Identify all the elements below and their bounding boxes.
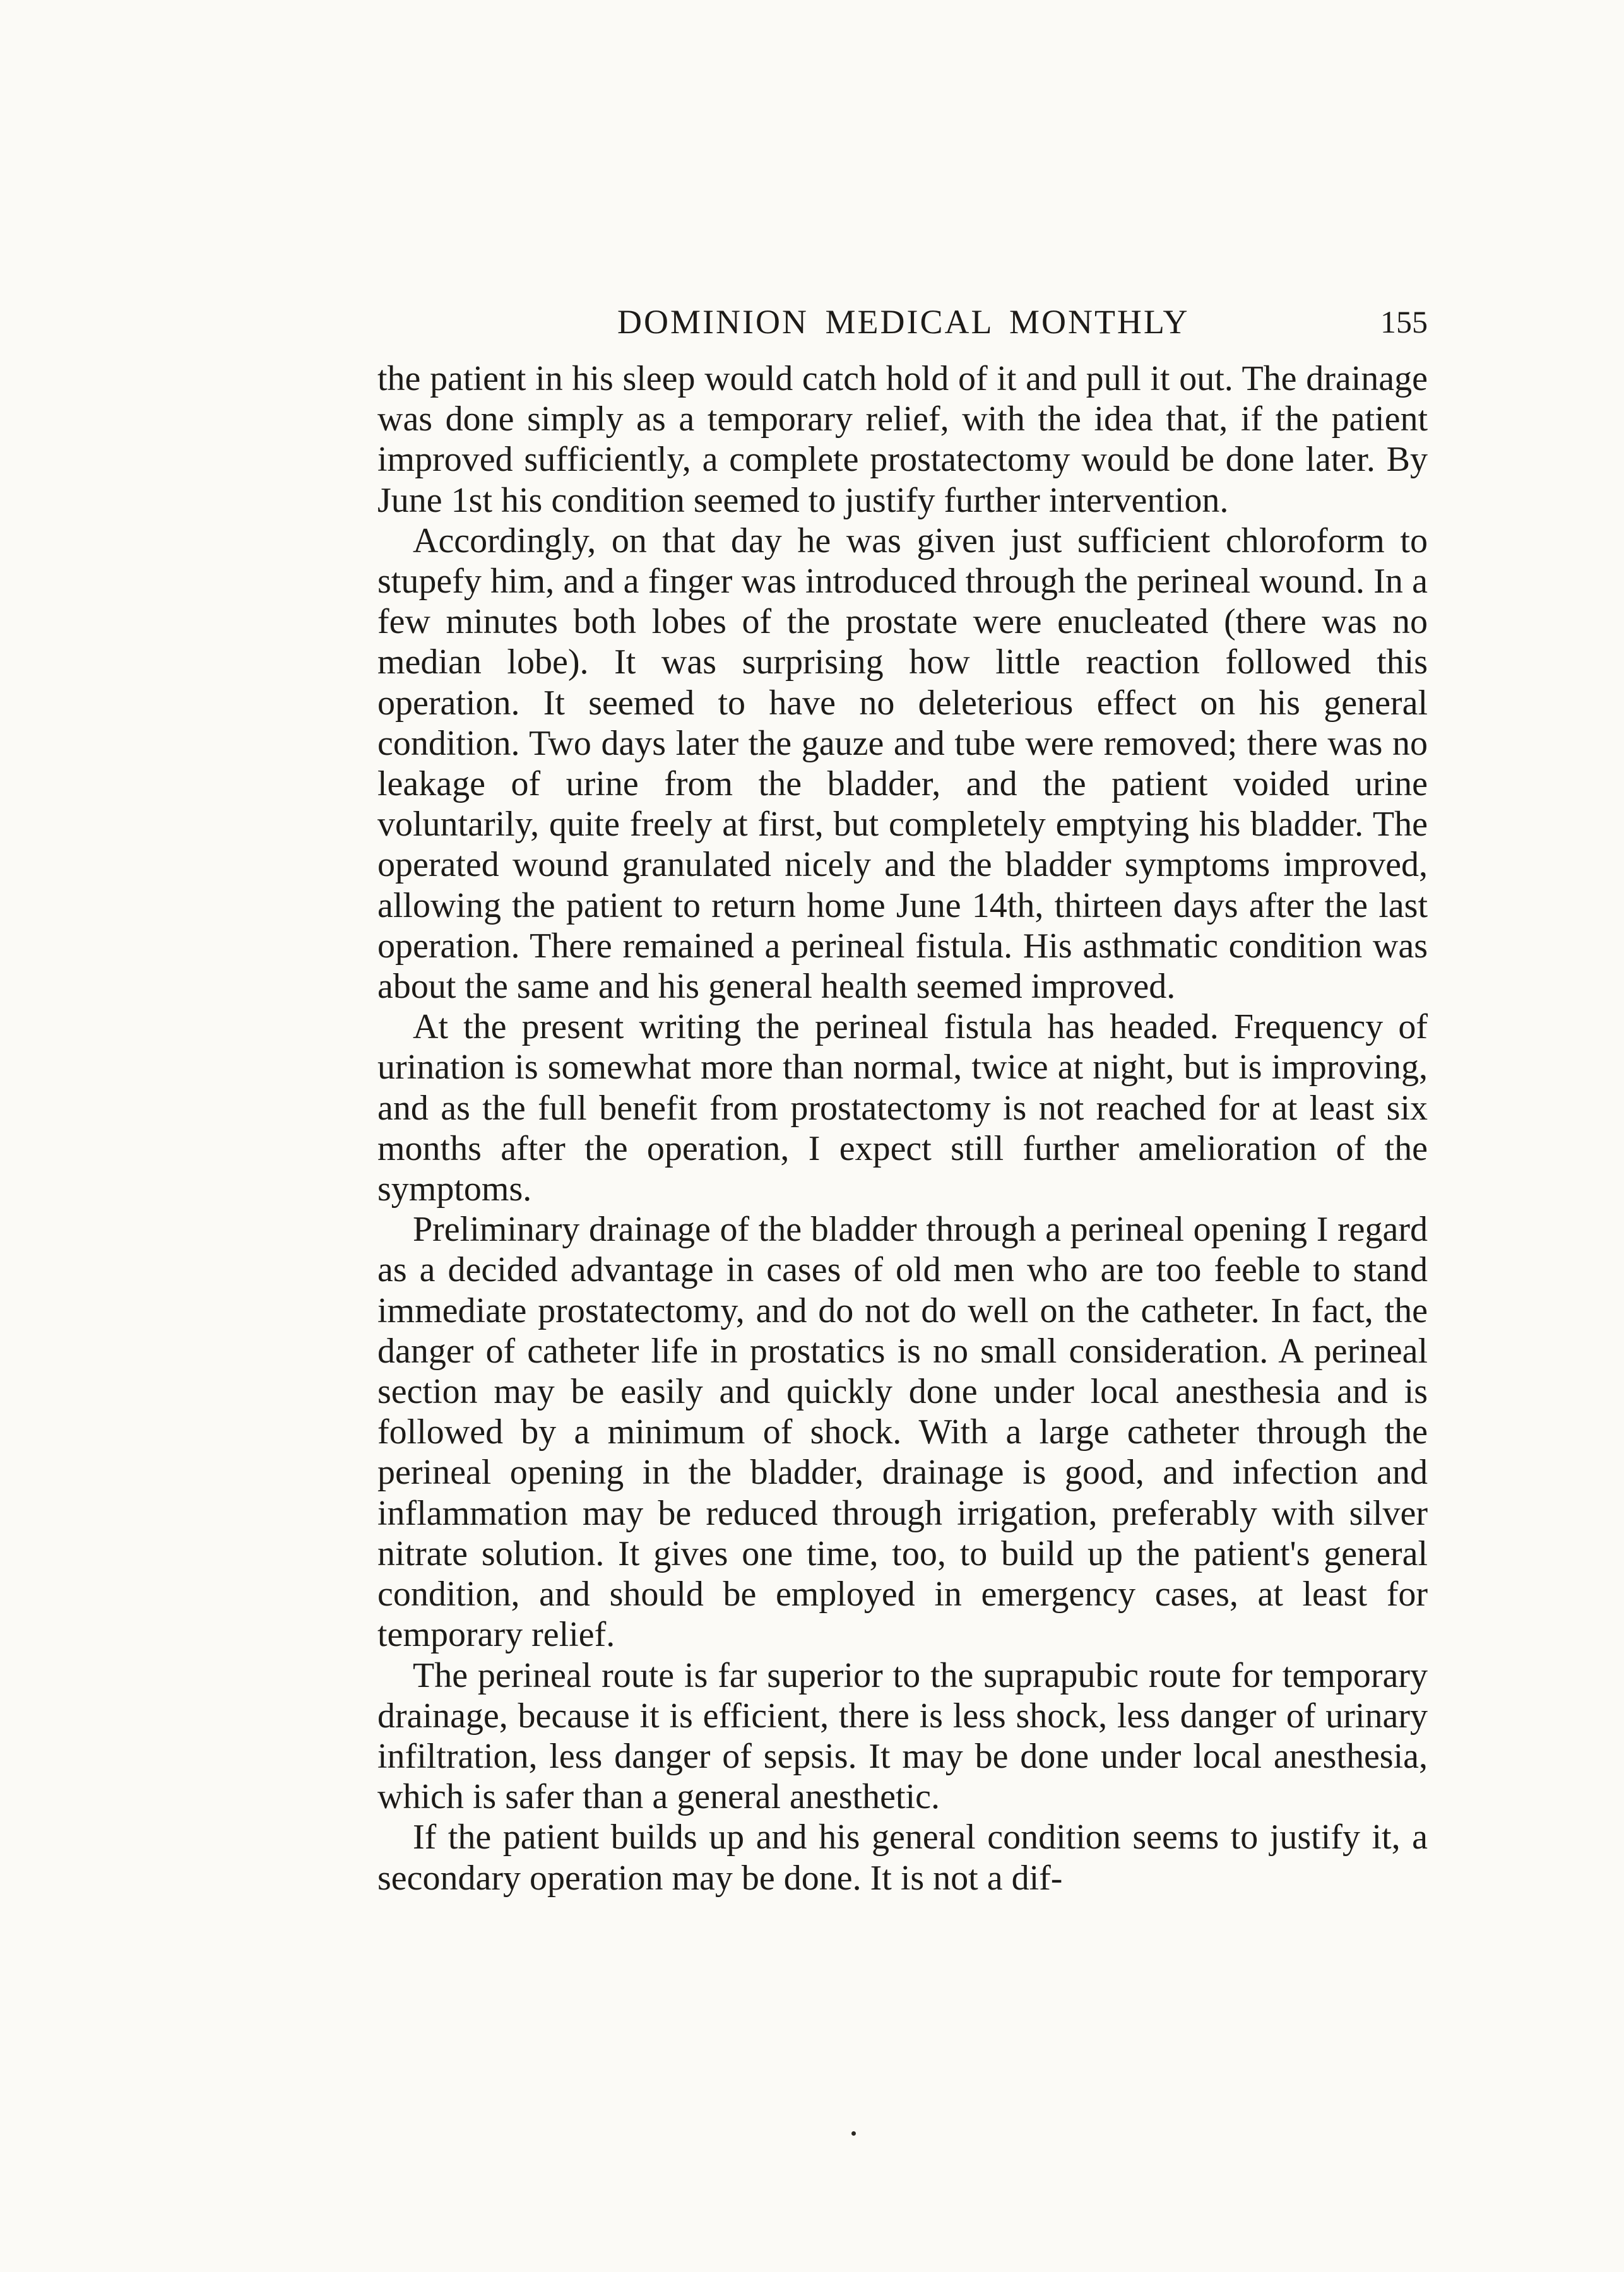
article-body — [377, 358, 1428, 1898]
paragraph-continuation: the patient in his sleep would catch hold of it and pull it out. The drainage was done simply as a temporary relief, with the idea that, if the patient improved sufficiently, a complete prostatectomy would be done later. By June 1st his condition seemed to justify further intervention. — [377, 359, 1428, 520]
paragraph-present-writing: At the present writing the perineal fistula has headed. Frequency of urination is somewhat more than normal, twice at night, but is improving, and as the full benefit from prostatectomy is not reached for at least six months after the operation, I expect still further amelioration of the symptoms. — [377, 1007, 1428, 1209]
paragraph-secondary-operation: If the patient builds up and his general condition seems to justify it, a secondary operation may be done. It is not a dif- — [377, 1818, 1428, 1898]
ink-speck — [851, 2131, 856, 2136]
page-number: 155 — [1380, 304, 1428, 340]
running-title: DOMINION MEDICAL MONTHLY — [617, 303, 1190, 341]
paragraph-preliminary-drainage: Preliminary drainage of the bladder through a perineal opening I regard as a decided advantage in cases of old men who are too feeble to stand immediate prostatectomy, and do not do well on the catheter. In fact, the danger of catheter life in prostatics is no small consideration. A perineal section may be easily and quickly done under local anesthesia and is followed by a minimum of shock. With a large catheter through the perineal opening in the bladder, drainage is good, and infection and inflammation may be reduced through irrigation, preferably with silver nitrate solution. It gives one time, too, to build up the patient's general condition, and should be employed in emergency cases, at least for temporary relief. — [377, 1210, 1428, 1655]
paragraph-operation: Accordingly, on that day he was given just sufficient chloroform to stupefy him, and a finger was introduced through the perineal wound. In a few minutes both lobes of the prostate were enucleated (there was no median lobe). It was surprising how little reaction followed this operation. It seemed to have no deleterious effect on his general condition. Two days later the gauze and tube were removed; there was no leakage of urine from the bladder, and the patient voided urine voluntarily, quite freely at first, but completely emptying his bladder. The operated wound granulated nicely and the bladder symptoms improved, allowing the patient to return home June 14th, thirteen days after the last operation. There remained a perineal fistula. His asthmatic condition was about the same and his general health seemed improved. — [377, 521, 1428, 1007]
running-head — [377, 297, 1428, 347]
paragraph-perineal-route: The perineal route is far superior to the suprapubic route for temporary drainage, because it is efficient, there is less shock, less danger of urinary infiltration, less danger of sepsis. It may be done under local anesthesia, which is safer than a general anesthetic. — [377, 1655, 1428, 1817]
